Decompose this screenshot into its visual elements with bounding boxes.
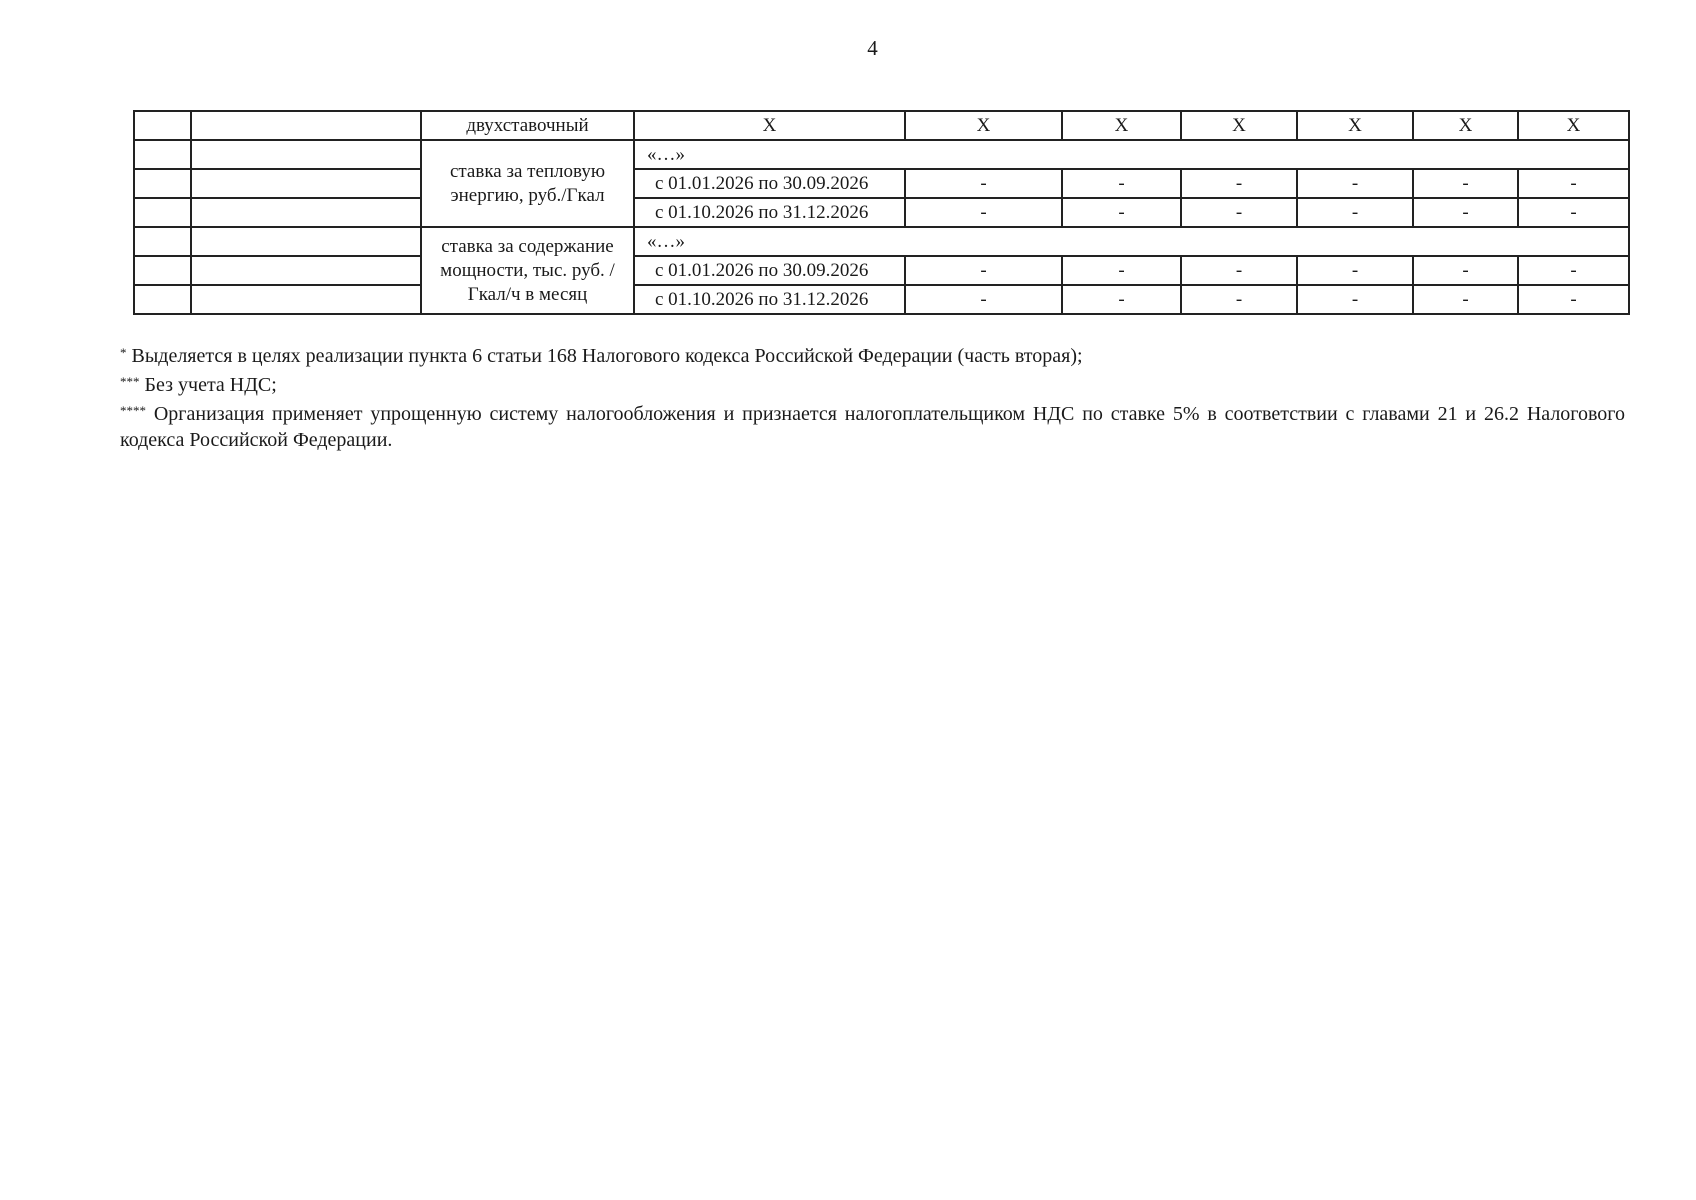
table-cell-value: - xyxy=(1062,169,1181,198)
table-cell-value: - xyxy=(905,256,1062,285)
table-cell xyxy=(191,198,421,227)
table-cell-value: - xyxy=(1181,198,1297,227)
table-cell-value: - xyxy=(1062,256,1181,285)
table-cell xyxy=(191,256,421,285)
table-row xyxy=(134,140,1629,169)
table-cell-value: - xyxy=(1413,198,1518,227)
rate-category-label: ставка за тепловую энергию, руб./Гкал xyxy=(421,140,634,227)
table-row xyxy=(134,285,1629,314)
table-cell-value: - xyxy=(1181,256,1297,285)
table-cell-value: - xyxy=(1297,256,1413,285)
table-cell xyxy=(191,285,421,314)
table-cell-value: Х xyxy=(634,111,905,140)
table-cell-value: - xyxy=(1518,285,1629,314)
table-row xyxy=(134,256,1629,285)
table-cell-value: - xyxy=(905,285,1062,314)
footnote xyxy=(120,398,1625,453)
footnote-text: Без учета НДС; xyxy=(144,374,277,396)
page-number: 4 xyxy=(867,36,878,60)
table-cell-value: - xyxy=(1518,198,1629,227)
table-cell-value: - xyxy=(1297,198,1413,227)
footnote xyxy=(120,369,1625,398)
table-row xyxy=(134,198,1629,227)
table-cell-value: - xyxy=(1413,256,1518,285)
table-row xyxy=(134,227,1629,256)
table-cell-value: - xyxy=(1181,169,1297,198)
table-cell xyxy=(191,111,421,140)
table-cell-value: Х xyxy=(1297,111,1413,140)
footnote xyxy=(120,340,1625,369)
table-cell xyxy=(191,169,421,198)
period-cell: с 01.10.2026 по 31.12.2026 xyxy=(634,198,905,227)
period-cell: с 01.01.2026 по 30.09.2026 xyxy=(634,256,905,285)
footnote-text: Выделяется в целях реализации пункта 6 статьи 168 Налогового кодекса Российской Федерации (часть вторая); xyxy=(131,345,1083,367)
table-cell-value: - xyxy=(1297,169,1413,198)
table-cell-value: - xyxy=(1413,169,1518,198)
table-cell xyxy=(134,227,191,256)
table-cell-value: Х xyxy=(905,111,1062,140)
table-cell xyxy=(134,256,191,285)
table-cell xyxy=(134,169,191,198)
table-row-two-part xyxy=(134,111,1629,140)
table-cell-value: - xyxy=(1181,285,1297,314)
footnote-marker: * xyxy=(120,345,127,360)
period-cell: с 01.01.2026 по 30.09.2026 xyxy=(634,169,905,198)
period-cell: с 01.10.2026 по 31.12.2026 xyxy=(634,285,905,314)
table-cell xyxy=(134,198,191,227)
table-cell xyxy=(191,140,421,169)
rate-category-label: ставка за содержание мощности, тыс. руб. /Гкал/ч в месяц xyxy=(421,227,634,314)
table-cell-value: - xyxy=(905,198,1062,227)
footnote-marker: **** xyxy=(120,403,146,418)
placeholder-cell: «…» xyxy=(634,140,1629,169)
table-cell-value: - xyxy=(1518,256,1629,285)
table-cell-value: - xyxy=(1062,198,1181,227)
footnotes xyxy=(120,340,1625,453)
tariff-table xyxy=(133,110,1630,315)
table-cell xyxy=(191,227,421,256)
placeholder-cell: «…» xyxy=(634,227,1629,256)
footnote-text: Организация применяет упрощенную систему налогообложения и признается налогоплательщиком НДС по ставке 5% в соответствии с главами 21 и 26.2 Налогового кодекса Российской Федерации. xyxy=(120,403,1626,451)
table-cell xyxy=(134,285,191,314)
table-cell-value: - xyxy=(1518,169,1629,198)
table-cell xyxy=(134,111,191,140)
table-cell-value: Х xyxy=(1518,111,1629,140)
table-cell-value: - xyxy=(1062,285,1181,314)
table-row xyxy=(134,169,1629,198)
rate-type-label: двухставочный xyxy=(421,111,634,140)
table-cell-value: Х xyxy=(1181,111,1297,140)
table-cell-value: - xyxy=(905,169,1062,198)
table-cell-value: Х xyxy=(1413,111,1518,140)
table-cell-value: - xyxy=(1297,285,1413,314)
table-cell-value: - xyxy=(1413,285,1518,314)
table-cell-value: Х xyxy=(1062,111,1181,140)
table-cell xyxy=(134,140,191,169)
footnote-marker: *** xyxy=(120,374,140,389)
